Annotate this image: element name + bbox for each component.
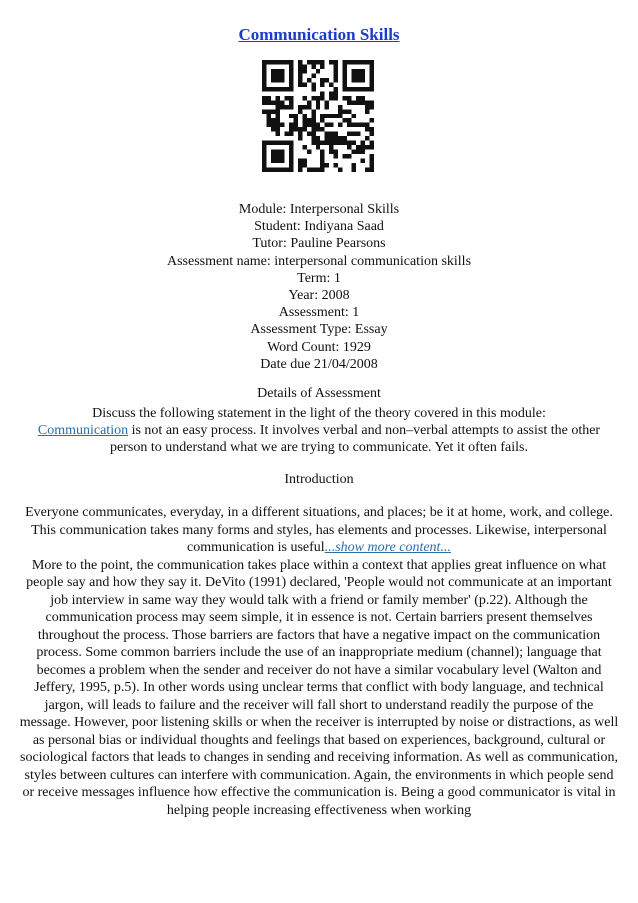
meta-assessment-type: Assessment Type: Essay	[250, 322, 388, 338]
details-text	[22, 405, 616, 456]
meta-assessment-name: Assessment name: interpersonal communication skills	[166, 253, 472, 269]
meta-term: Term: 1	[297, 270, 341, 286]
details-heading: Details of Assessment	[257, 386, 381, 401]
meta-year: Year: 2008	[288, 288, 350, 304]
qr-code-icon	[262, 60, 374, 172]
document-title[interactable]: Communication Skills	[238, 25, 400, 44]
meta-tutor: Tutor: Pauline Pearsons	[252, 236, 386, 252]
meta-word-count: Word Count: 1929	[267, 339, 371, 355]
assessment-metadata	[0, 201, 638, 373]
introduction-body	[18, 504, 620, 819]
communication-link[interactable]: Communication	[37, 423, 129, 438]
meta-assessment: Assessment: 1	[278, 305, 360, 321]
details-rest: is not an easy process. It involves verbal and non–verbal attempts to assist the other person to understand what we are trying to communicate. Yet it often fails.	[110, 423, 601, 455]
intro-paragraph-2: More to the point, the communication takes place within a context that applies great influence on what people say and how they say it. DeVito (1991) declared, 'People would not communicate at an important job interview in same way they would talk with a friend or family member' (p.22). Although the communication process may seem simple, it in essence is not. Certain barriers present themselves throughout the process. Those barriers are factors that have a negative impact on the communication process. Some common barriers include the use of an inappropriate medium (channel); language that becomes a problem when the sender and receiver do not have a similar vocabulary level (Walton and Jeffery, 1995, p.5). In other words using unclear terms that conflict with body language, and technical jargon, will leads to failure and the receiver will fall short to understand readily the purpose of the message. However, poor listening skills or when the receiver is interrupted by noise or distractions, as well as personal bias or individual thoughts and feelings that based on experiences, background, cultural or sociological factors that leads to changes in sending and receiving information. As well as communication, styles between cultures can interfere with communication. Again, the environments in which people send or receive messages influence how effective the communication is. Being a good communicator is vital in helping people increasing effectiveness when working	[19, 557, 619, 818]
meta-date-due: Date due 21/04/2008	[260, 356, 378, 372]
meta-module: Module: Interpersonal Skills	[238, 202, 400, 217]
intro-paragraph-1	[18, 504, 620, 557]
meta-student: Student: Indiyana Saad	[254, 219, 384, 235]
details-line1: Discuss the following statement in the light of the theory covered in this module:	[92, 406, 546, 421]
intro-para1-text: Everyone communicates, everyday, in a different situations, and places; be it at home, work, and college. This communication takes many forms and styles, has elements and processes. Likewise, interpersonal communication is useful	[25, 505, 613, 555]
show-more-link[interactable]: ...show more content...	[324, 540, 451, 555]
introduction-heading: Introduction	[284, 472, 354, 487]
